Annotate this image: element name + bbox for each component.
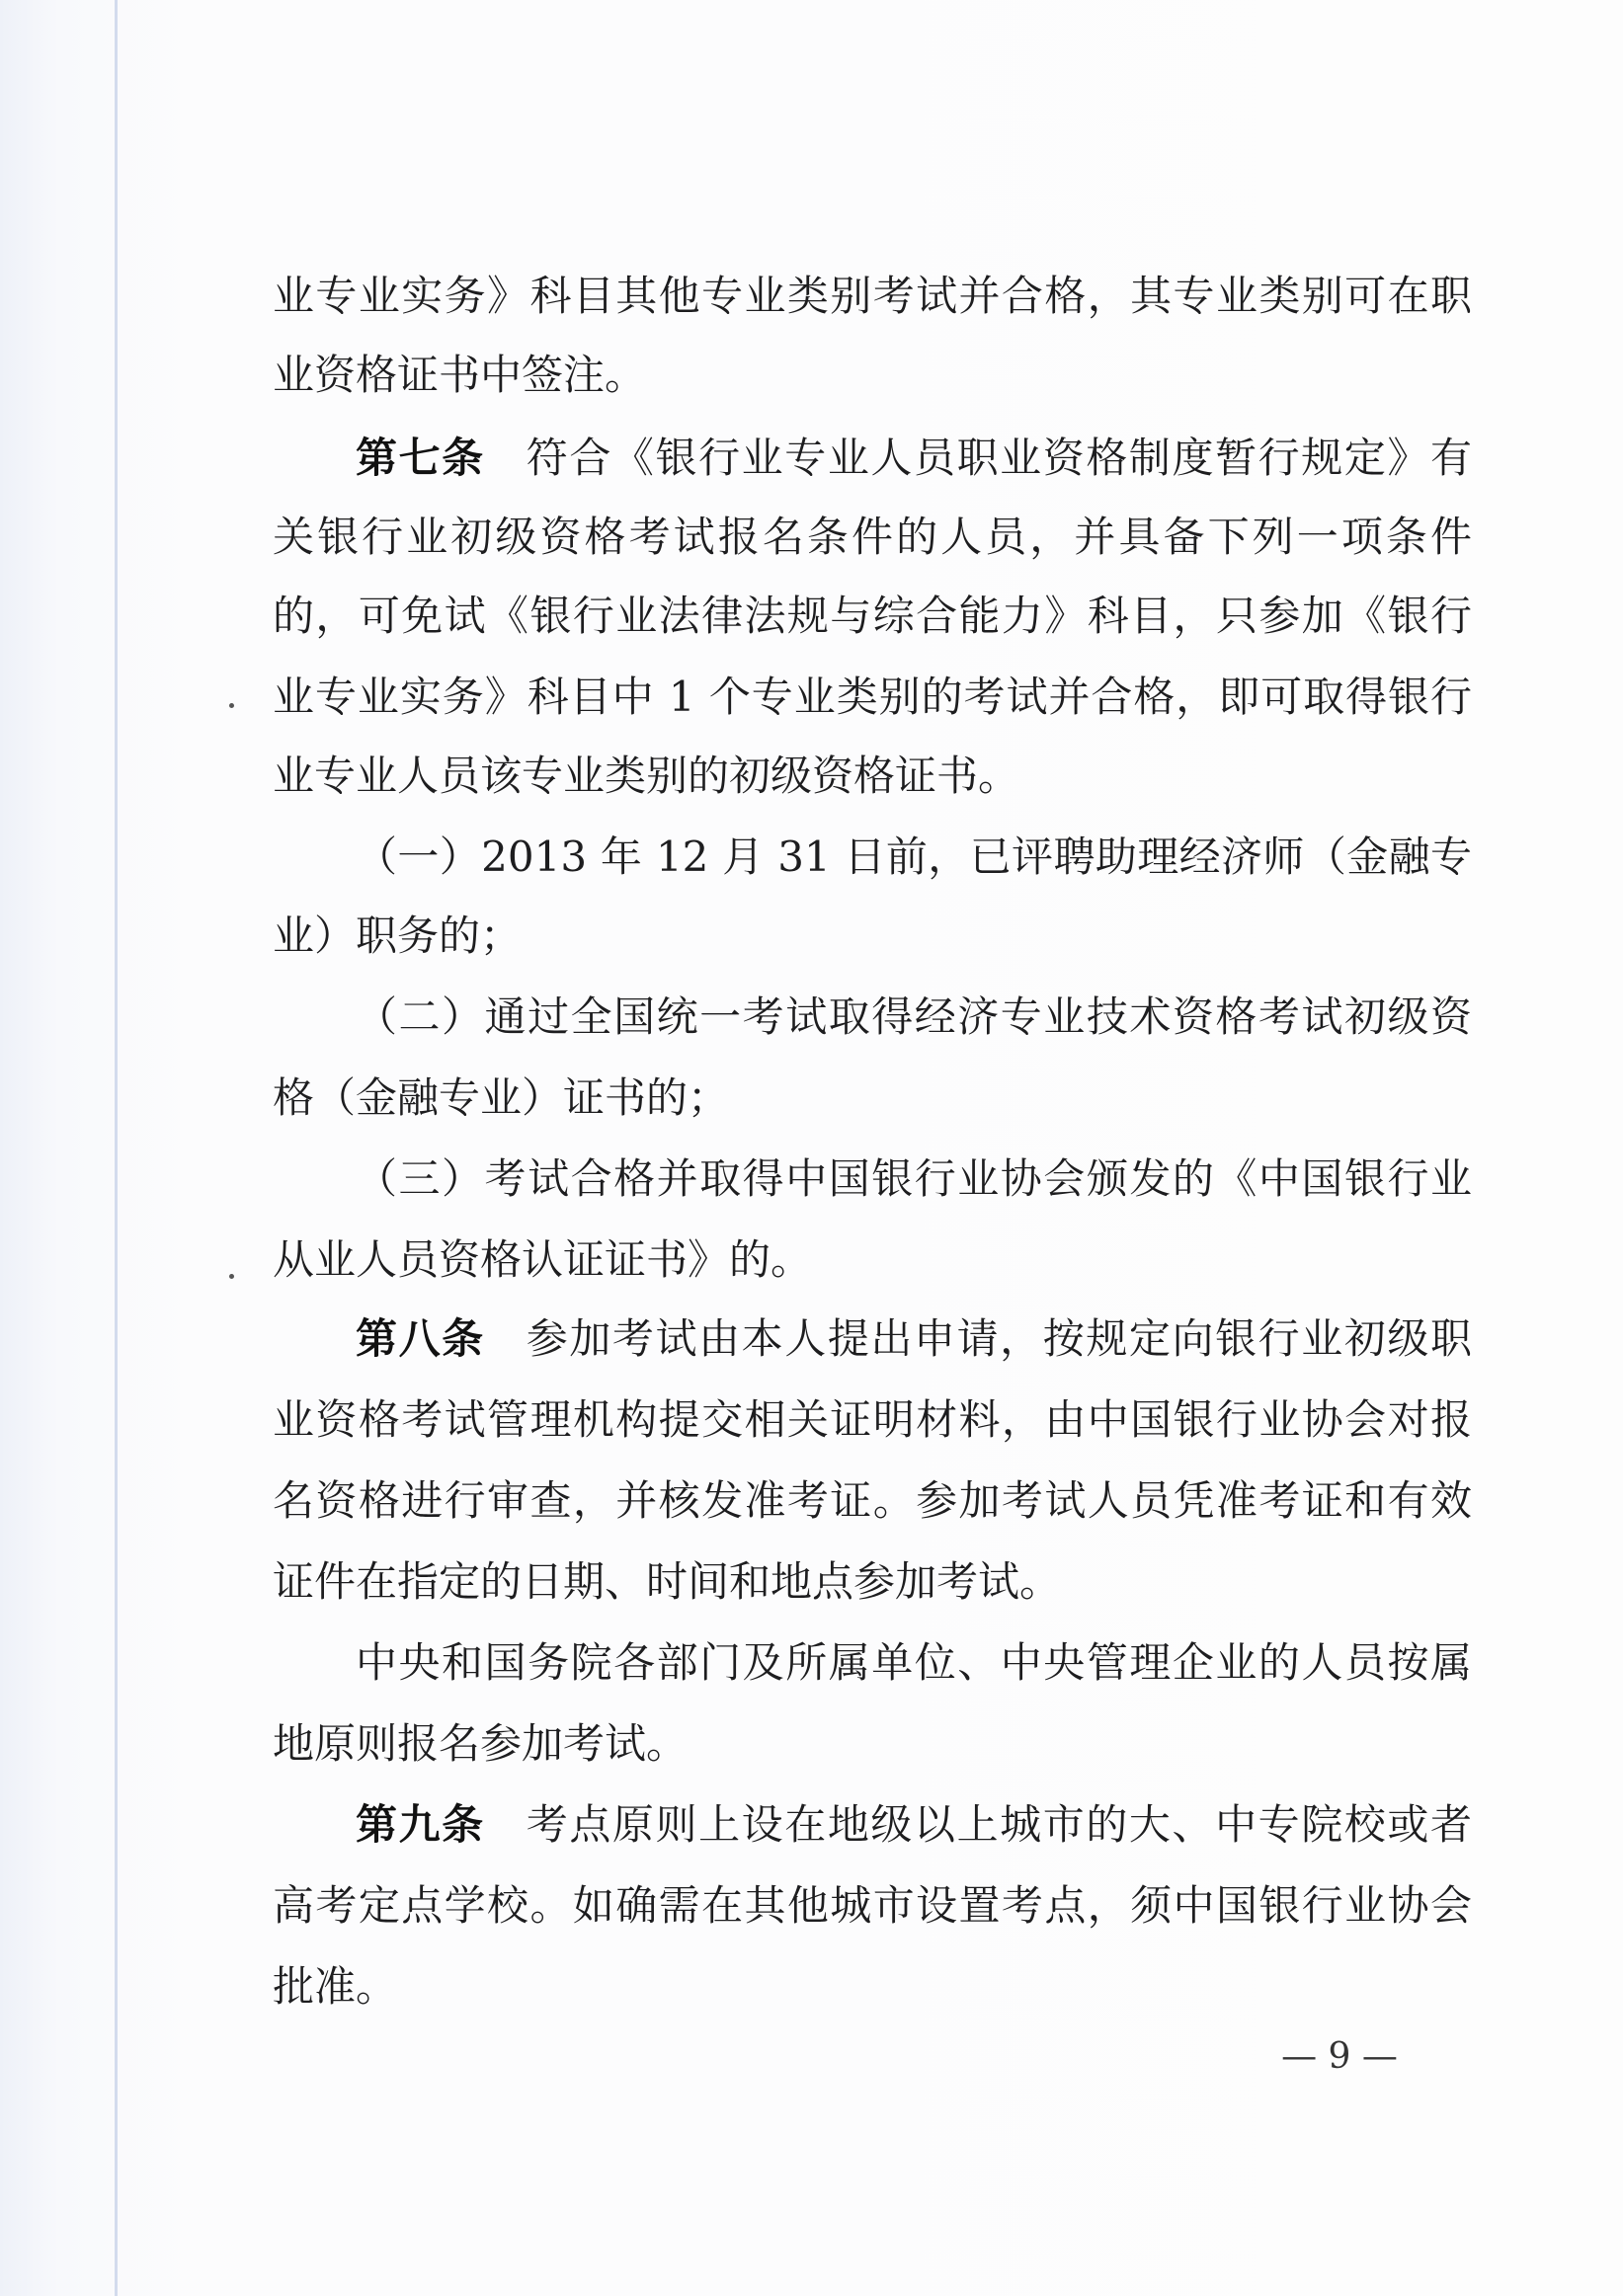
text-line: 中央和国务院各部门及所属单位、中央管理企业的人员按属 [356, 1638, 1472, 1687]
article-label: 第九条 [356, 1800, 485, 1849]
text-line: 业专业实务》科目其他专业类别考试并合格，其专业类别可在职 [273, 272, 1472, 320]
text-span: 参加考试由本人提出申请，按规定向银行业初级职 [526, 1314, 1472, 1363]
binding-margin-line [115, 0, 118, 2296]
page-number: — 9 — [1281, 2036, 1398, 2077]
text-line: 批准。 [273, 1962, 398, 2011]
text-line: 证件在指定的日期、时间和地点参加考试。 [273, 1557, 1062, 1606]
text-line: 高考定点学校。如确需在其他城市设置考点，须中国银行业协会 [273, 1881, 1472, 1930]
text-line: 业资格考试管理机构提交相关证明材料，由中国银行业协会对报 [273, 1395, 1472, 1444]
article-label: 第八条 [356, 1314, 485, 1363]
article-8-line [273, 1309, 1472, 1369]
text-line: 的，可免试《银行业法律法规与综合能力》科目，只参加《银行 [273, 592, 1472, 640]
article-label: 第七条 [356, 434, 485, 482]
text-line: （二）通过全国统一考试取得经济专业技术资格考试初级资 [356, 992, 1472, 1041]
text-line: 地原则报名参加考试。 [273, 1719, 689, 1768]
text-line: （一）2013 年 12 月 31 日前，已评聘助理经济师（金融专 [356, 832, 1472, 881]
scan-speck [229, 703, 234, 708]
article-7-line [273, 429, 1472, 488]
text-line: 业）职务的； [273, 911, 523, 960]
text-line: 从业人员资格认证证书》的。 [273, 1235, 813, 1284]
text-line: 业专业人员该专业类别的初级资格证书。 [273, 752, 1020, 800]
text-line: 关银行业初级资格考试报名条件的人员，并具备下列一项条件 [273, 513, 1472, 561]
text-line: 业资格证书中签注。 [273, 351, 647, 399]
text-span: 符合《银行业专业人员职业资格制度暂行规定》有 [526, 434, 1472, 482]
text-line: 格（金融专业）证书的； [273, 1073, 730, 1122]
scan-speck [229, 1274, 234, 1279]
text-line: （三）考试合格并取得中国银行业协会颁发的《中国银行业 [356, 1154, 1472, 1203]
text-line: 名资格进行审查，并核发准考证。参加考试人员凭准考证和有效 [273, 1476, 1472, 1525]
text-line: 业专业实务》科目中 1 个专业类别的考试并合格，即可取得银行 [273, 673, 1472, 721]
article-9-line [273, 1795, 1472, 1855]
text-span: 考点原则上设在地级以上城市的大、中专院校或者 [526, 1800, 1472, 1849]
